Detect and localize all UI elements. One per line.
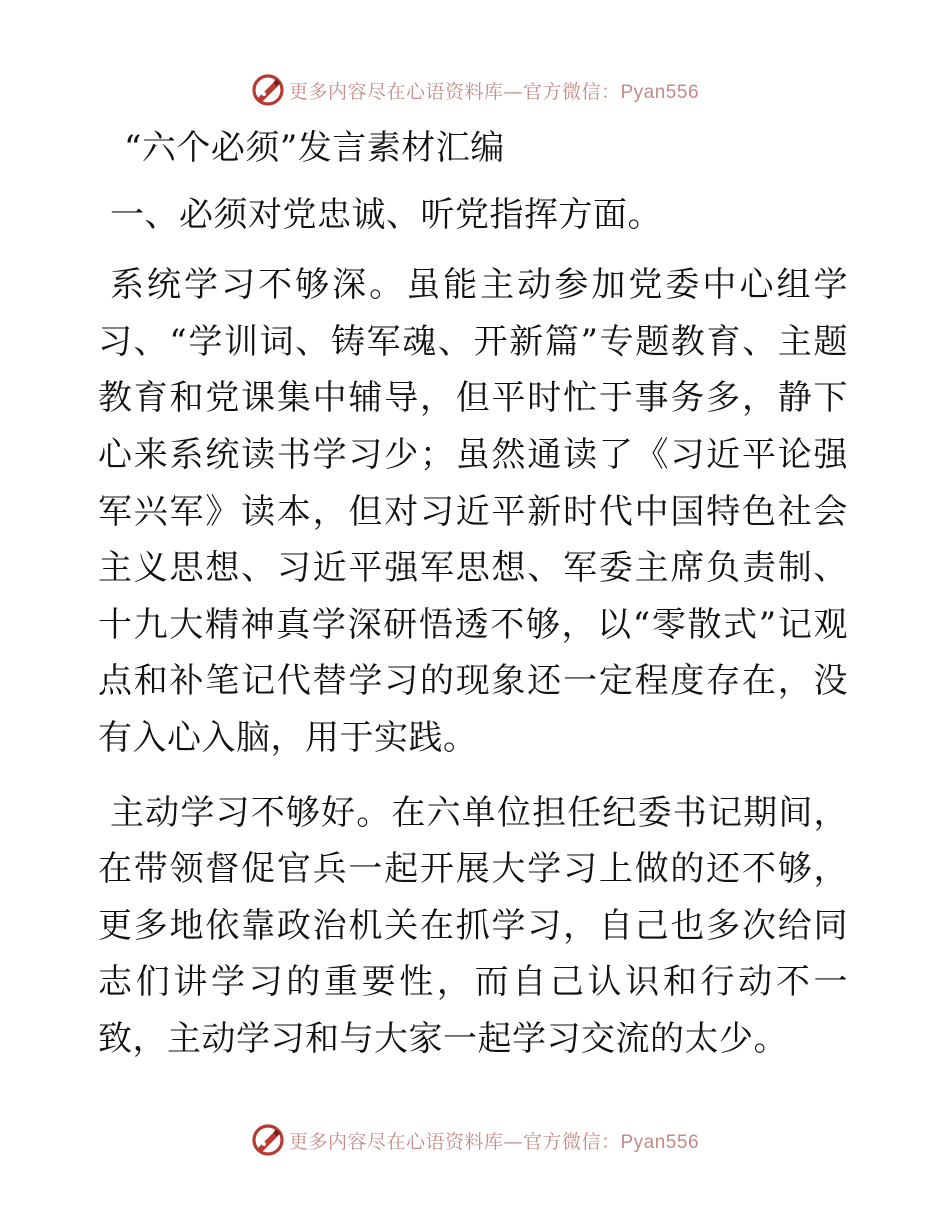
body-paragraph-2: 主动学习不够好。在六单位担任纪委书记期间，在带领督促官兵一起开展大学习上做的还不够，更多地依靠政治机关在抓学习，自己也多次给同志们讲学习的重要性，而自己认识和行动不一致，主动学习和与大家一起学习交流的太少。 — [98, 792, 848, 1059]
section-heading: 一、必须对党忠诚、听党指挥方面。 — [110, 194, 662, 235]
document-title: “六个必须”发言素材汇编 — [124, 128, 505, 168]
document-body — [98, 120, 848, 1086]
watermark-text: 更多内容尽在心语资料库—官方微信：Pyan556 — [288, 1130, 700, 1153]
header-watermark-banner — [0, 70, 950, 110]
body-paragraph-1: 系统学习不够深。虽能主动参加党委中心组学习、“学训词、铸军魂、开新篇”专题教育、主题教育和党课集中辅导，但平时忙于事务多，静下心来系统读书学习少；虽然通读了《习近平论强军兴军》读本，但对习近平新时代中国特色社会主义思想、习近平强军思想、军委主席负责制、十九大精神真学深研悟透不够，以“零散式”记观点和补笔记代替学习的现象还一定程度存在，没有入心入脑，用于实践。 — [98, 265, 848, 758]
footer-watermark-banner — [0, 1120, 950, 1160]
pen-circle-logo-icon — [251, 73, 285, 107]
pen-circle-logo-icon — [251, 1123, 285, 1157]
watermark-text: 更多内容尽在心语资料库—官方微信：Pyan556 — [288, 80, 700, 103]
